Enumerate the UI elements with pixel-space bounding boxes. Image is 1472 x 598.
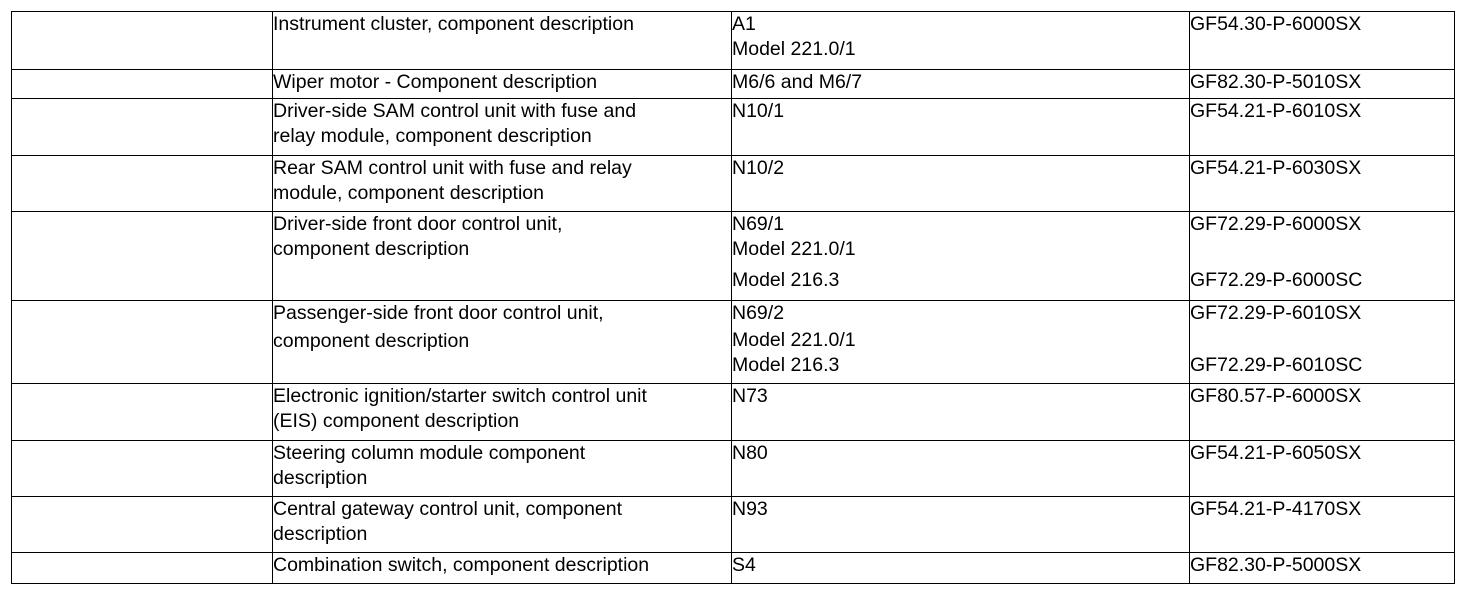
table-row	[12, 212, 1455, 301]
empty-cell	[12, 212, 273, 301]
document-number: GF54.21-P-6030SX	[1190, 157, 1362, 179]
description-text: module, component description	[273, 182, 544, 204]
component-cell	[732, 99, 1190, 156]
model-text: Model 216.3	[732, 269, 840, 291]
empty-cell	[12, 301, 273, 384]
document-number: GF72.29-P-6010SC	[1190, 354, 1363, 376]
document-cell	[1190, 12, 1455, 70]
description-text: Driver-side front door control unit,	[273, 213, 563, 235]
component-reference-table	[11, 11, 1455, 584]
component-code: N93	[732, 498, 768, 520]
document-number: GF72.29-P-6000SC	[1190, 269, 1363, 291]
table-row	[12, 99, 1455, 156]
description-text: component description	[273, 330, 470, 352]
component-cell	[732, 497, 1190, 553]
description-cell	[273, 441, 732, 497]
empty-cell	[12, 441, 273, 497]
description-text: Central gateway control unit, component	[273, 498, 623, 520]
component-code: A1	[732, 13, 756, 35]
description-cell	[273, 497, 732, 553]
empty-cell	[12, 384, 273, 441]
table-row	[12, 497, 1455, 553]
component-code: N10/1	[732, 100, 785, 122]
table-row	[12, 12, 1455, 70]
component-code: N69/2	[732, 302, 785, 324]
document-cell	[1190, 441, 1455, 497]
description-text: component description	[273, 238, 470, 260]
document-number: GF54.21-P-4170SX	[1190, 498, 1362, 520]
description-text: relay module, component description	[273, 125, 592, 147]
empty-cell	[12, 156, 273, 212]
description-text: description	[273, 523, 368, 545]
component-code: N80	[732, 442, 768, 464]
description-text: Wiper motor - Component description	[273, 71, 598, 93]
empty-cell	[12, 99, 273, 156]
component-code: N73	[732, 385, 768, 407]
model-text: Model 221.0/1	[732, 238, 856, 260]
description-cell	[273, 12, 732, 70]
document-number: GF80.57-P-6000SX	[1190, 385, 1362, 407]
document-number: GF82.30-P-5010SX	[1190, 71, 1362, 93]
empty-cell	[12, 497, 273, 553]
model-text: Model 216.3	[732, 354, 840, 376]
description-text: Steering column module component	[273, 442, 586, 464]
empty-cell	[12, 12, 273, 70]
component-cell	[732, 384, 1190, 441]
document-cell	[1190, 497, 1455, 553]
component-code: M6/6 and M6/7	[732, 71, 863, 93]
document-cell	[1190, 70, 1455, 99]
document-number: GF54.30-P-6000SX	[1190, 13, 1362, 35]
table-row	[12, 553, 1455, 584]
description-text: Rear SAM control unit with fuse and relay	[273, 157, 632, 179]
component-cell	[732, 441, 1190, 497]
component-cell	[732, 301, 1190, 384]
description-text: Instrument cluster, component description	[273, 13, 634, 35]
document-cell	[1190, 301, 1455, 384]
description-cell	[273, 212, 732, 301]
document-number: GF82.30-P-5000SX	[1190, 554, 1362, 576]
description-cell	[273, 70, 732, 99]
empty-cell	[12, 70, 273, 99]
component-cell	[732, 553, 1190, 584]
component-cell	[732, 212, 1190, 301]
document-cell	[1190, 156, 1455, 212]
description-cell	[273, 553, 732, 584]
document-cell	[1190, 99, 1455, 156]
document-cell	[1190, 384, 1455, 441]
model-text: Model 221.0/1	[732, 38, 856, 60]
description-cell	[273, 301, 732, 384]
document-number: GF54.21-P-6050SX	[1190, 442, 1362, 464]
document-number: GF72.29-P-6010SX	[1190, 302, 1362, 324]
description-text: Passenger-side front door control unit,	[273, 302, 604, 324]
component-code: N69/1	[732, 213, 785, 235]
component-code: N10/2	[732, 157, 785, 179]
document-cell	[1190, 212, 1455, 301]
component-cell	[732, 12, 1190, 70]
document-cell	[1190, 553, 1455, 584]
table-row	[12, 70, 1455, 99]
document-number: GF72.29-P-6000SX	[1190, 213, 1362, 235]
component-cell	[732, 156, 1190, 212]
table-row	[12, 156, 1455, 212]
empty-cell	[12, 553, 273, 584]
description-text: (EIS) component description	[273, 410, 520, 432]
description-text: description	[273, 467, 368, 489]
description-text: Combination switch, component description	[273, 554, 650, 576]
component-cell	[732, 70, 1190, 99]
description-text: Driver-side SAM control unit with fuse and	[273, 100, 637, 122]
description-cell	[273, 99, 732, 156]
table-row	[12, 301, 1455, 384]
table-row	[12, 441, 1455, 497]
model-text: Model 221.0/1	[732, 329, 856, 351]
table-row	[12, 384, 1455, 441]
description-cell	[273, 384, 732, 441]
component-code: S4	[732, 554, 756, 576]
description-cell	[273, 156, 732, 212]
document-number: GF54.21-P-6010SX	[1190, 100, 1362, 122]
description-text: Electronic ignition/starter switch control unit	[273, 385, 647, 407]
